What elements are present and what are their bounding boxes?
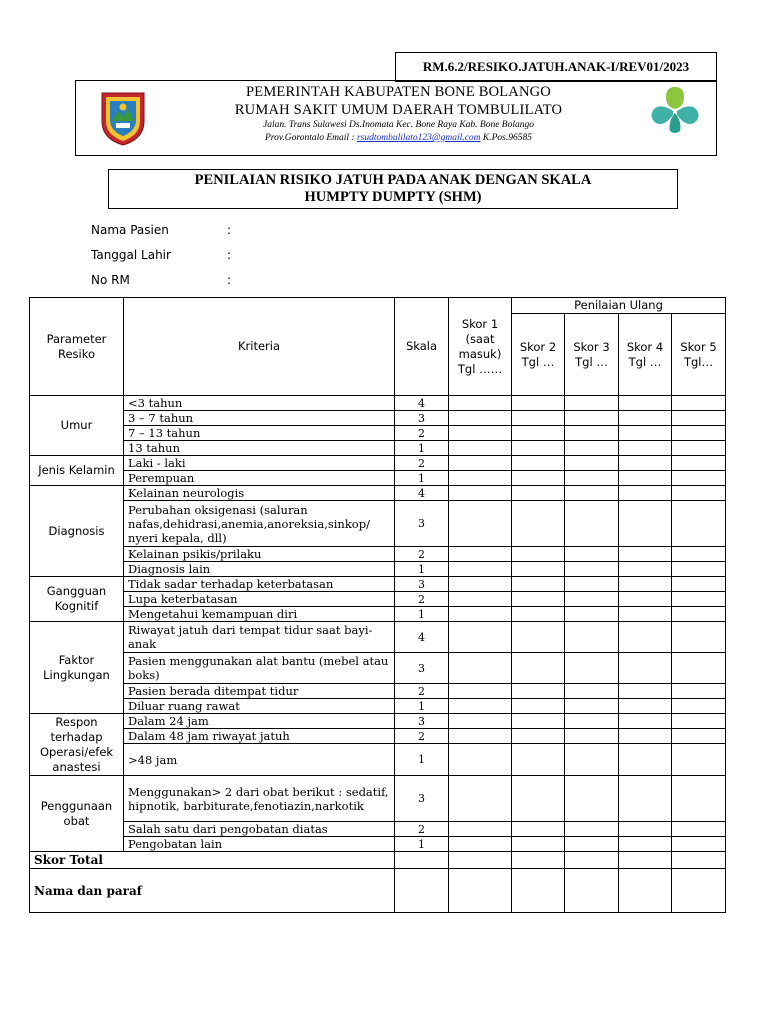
kriteria-cell: Salah satu dari pengobatan diatas [124,822,395,837]
header-skor-3: Skor 3 Tgl … [565,314,619,396]
skor-2-cell[interactable] [512,822,565,837]
field-no-rm[interactable] [91,273,232,287]
hospital-address: Jalan. Trans Sulawesi Ds.Inomata Kec. Bone Raya Kab. Bone Bolango [263,120,534,130]
skor-5-cell[interactable] [672,562,726,577]
skor-4-cell[interactable] [619,822,672,837]
criteria-row [30,456,726,471]
skor-total-label: Skor Total [30,852,395,869]
nama-dan-paraf-label: Nama dan paraf [30,869,395,913]
skala-cell: 2 [395,456,449,471]
criteria-row [30,486,726,501]
skala-cell: 3 [395,776,449,822]
field-label: Nama Pasien [91,223,169,237]
header-parameter: Parameter Resiko [30,298,124,396]
kriteria-cell: Perubahan oksigenasi (saluran nafas,dehidrasi,anemia,anoreksia,sinkop/ nyeri kepala, dll) [124,501,395,547]
skor-total-skor-3-cell[interactable] [565,852,619,869]
kriteria-cell: 7 – 13 tahun [124,426,395,441]
skor-1-cell[interactable] [449,396,512,411]
header-kriteria: Kriteria [124,298,395,396]
skor-5-cell[interactable] [672,776,726,822]
skala-cell: 1 [395,562,449,577]
skor-3-cell[interactable] [565,396,619,411]
skor-4-cell[interactable] [619,456,672,471]
criteria-row [30,653,726,684]
skor-3-cell[interactable] [565,729,619,744]
skor-total-skor-4-cell[interactable] [619,852,672,869]
parameter-jenis-kelamin: Jenis Kelamin [30,456,124,486]
criteria-row [30,562,726,577]
criteria-row [30,426,726,441]
parameter-diagnosis: Diagnosis [30,486,124,577]
skor-4-cell[interactable] [619,486,672,501]
skor-1-cell[interactable] [449,592,512,607]
kriteria-cell: Kelainan neurologis [124,486,395,501]
nama-dan-paraf-skor-5-cell[interactable] [672,869,726,913]
skor-1-cell[interactable] [449,441,512,456]
field-nama-pasien[interactable] [91,223,232,237]
skor-1-cell[interactable] [449,456,512,471]
skor-5-cell[interactable] [672,396,726,411]
document-code: RM.6.2/RESIKO.JATUH.ANAK-I/REV01/2023 [395,52,717,82]
kriteria-cell: Tidak sadar terhadap keterbatasan [124,577,395,592]
criteria-row [30,822,726,837]
skor-2-cell[interactable] [512,684,565,699]
criteria-row [30,622,726,653]
criteria-row [30,837,726,852]
header-skor-5: Skor 5 Tgl… [672,314,726,396]
skala-cell: 3 [395,577,449,592]
skor-5-cell[interactable] [672,714,726,729]
header-skor-1: Skor 1 (saat masuk) Tgl …… [449,298,512,396]
skor-1-cell[interactable] [449,822,512,837]
skor-3-cell[interactable] [565,837,619,852]
skor-1-cell[interactable] [449,501,512,547]
criteria-row [30,396,726,411]
parameter-respon: Respon terhadap Operasi/efek anastesi [30,714,124,776]
skor-5-cell[interactable] [672,577,726,592]
nama-dan-paraf-skala-cell [395,869,449,913]
skala-cell: 4 [395,622,449,653]
skor-1-cell[interactable] [449,562,512,577]
skala-cell: 1 [395,744,449,776]
skala-cell: 4 [395,486,449,501]
field-label: No RM [91,273,130,287]
skor-4-cell[interactable] [619,607,672,622]
skala-cell: 1 [395,699,449,714]
skor-1-cell[interactable] [449,714,512,729]
form-title [108,169,678,209]
skor-5-cell[interactable] [672,501,726,547]
skala-cell: 2 [395,592,449,607]
skor-total-row [30,852,726,869]
skor-2-cell[interactable] [512,562,565,577]
nama-dan-paraf-row [30,869,726,913]
skor-1-cell[interactable] [449,684,512,699]
skor-3-cell[interactable] [565,577,619,592]
nama-dan-paraf-skor-1-cell[interactable] [449,869,512,913]
kriteria-cell: Dalam 24 jam [124,714,395,729]
skor-3-cell[interactable] [565,684,619,699]
header-penilaian-ulang: Penilaian Ulang [512,298,726,314]
criteria-row [30,714,726,729]
kriteria-cell: Pasien berada ditempat tidur [124,684,395,699]
skor-2-cell[interactable] [512,456,565,471]
skor-2-cell[interactable] [512,577,565,592]
nama-dan-paraf-skor-4-cell[interactable] [619,869,672,913]
skala-cell: 1 [395,607,449,622]
criteria-row [30,744,726,776]
criteria-row [30,729,726,744]
skala-cell: 4 [395,396,449,411]
title-line-1: PENILAIAN RISIKO JATUH PADA ANAK DENGAN SKALA [194,172,592,188]
skor-4-cell[interactable] [619,714,672,729]
skor-4-cell[interactable] [619,396,672,411]
skor-5-cell[interactable] [672,684,726,699]
skor-5-cell[interactable] [672,547,726,562]
skor-2-cell[interactable] [512,592,565,607]
kriteria-cell: Riwayat jatuh dari tempat tidur saat bayi-anak [124,622,395,653]
kriteria-cell: Diluar ruang rawat [124,699,395,714]
contact-line [156,132,641,145]
skor-5-cell[interactable] [672,729,726,744]
skor-2-cell[interactable] [512,426,565,441]
skor-2-cell[interactable] [512,607,565,622]
kriteria-cell: Mengetahui kemampuan diri [124,607,395,622]
skor-4-cell[interactable] [619,729,672,744]
header-skala: Skala [395,298,449,396]
hospital-name: RUMAH SAKIT UMUM DAERAH TOMBULILATO [234,102,563,118]
skala-cell: 2 [395,426,449,441]
skor-3-cell[interactable] [565,776,619,822]
skor-4-cell[interactable] [619,411,672,426]
skor-4-cell[interactable] [619,471,672,486]
kriteria-cell: Menggunakan> 2 dari obat berikut : sedatif, hipnotik, barbiturate,fenotiazin,narkotik [124,776,395,822]
humpty-dumpty-table [29,297,726,913]
skor-3-cell[interactable] [565,501,619,547]
skor-4-cell[interactable] [619,562,672,577]
skor-2-cell[interactable] [512,699,565,714]
skala-cell: 2 [395,729,449,744]
criteria-row [30,577,726,592]
kriteria-cell: Kelainan psikis/prilaku [124,547,395,562]
skor-2-cell[interactable] [512,396,565,411]
criteria-row [30,411,726,426]
skor-2-cell[interactable] [512,411,565,426]
field-tanggal-lahir[interactable] [91,248,232,262]
nama-dan-paraf-skor-2-cell[interactable] [512,869,565,913]
skor-4-cell[interactable] [619,776,672,822]
skor-1-cell[interactable] [449,486,512,501]
parameter-umur: Umur [30,396,124,456]
field-label: Tanggal Lahir [91,248,171,262]
parameter-faktor-lingkungan: Faktor Lingkungan [30,622,124,714]
skor-3-cell[interactable] [565,426,619,441]
skala-cell: 2 [395,547,449,562]
skala-cell: 3 [395,501,449,547]
kriteria-cell: Pasien menggunakan alat bantu (mebel atau boks) [124,653,395,684]
skor-5-cell[interactable] [672,441,726,456]
nama-dan-paraf-skor-3-cell[interactable] [565,869,619,913]
skor-2-cell[interactable] [512,653,565,684]
criteria-row [30,776,726,822]
skor-5-cell[interactable] [672,622,726,653]
skor-3-cell[interactable] [565,622,619,653]
skala-cell: 1 [395,837,449,852]
skala-cell: 3 [395,714,449,729]
province-label: Prov.Gorontalo Email : [264,133,357,143]
skor-4-cell[interactable] [619,577,672,592]
skor-3-cell[interactable] [565,592,619,607]
parameter-obat: Penggunaan obat [30,776,124,852]
title-line-2: HUMPTY DUMPTY (SHM) [304,189,482,205]
skor-2-cell[interactable] [512,441,565,456]
skor-2-cell[interactable] [512,729,565,744]
skor-3-cell[interactable] [565,607,619,622]
skor-3-cell[interactable] [565,456,619,471]
email-link[interactable]: rsudtombulilato123@gmail.com [356,133,481,143]
skor-1-cell[interactable] [449,699,512,714]
skor-1-cell[interactable] [449,426,512,441]
kriteria-cell: Pengobatan lain [124,837,395,852]
skor-5-cell[interactable] [672,607,726,622]
skor-1-cell[interactable] [449,471,512,486]
letterhead [75,80,717,156]
criteria-row [30,592,726,607]
skor-5-cell[interactable] [672,426,726,441]
skala-cell: 3 [395,653,449,684]
kriteria-cell: Perempuan [124,471,395,486]
skor-3-cell[interactable] [565,562,619,577]
skor-5-cell[interactable] [672,837,726,852]
criteria-row [30,441,726,456]
parameter-gangguan-kognitif: Gangguan Kognitif [30,577,124,622]
skor-5-cell[interactable] [672,456,726,471]
skor-5-cell[interactable] [672,653,726,684]
skor-5-cell[interactable] [672,411,726,426]
skor-3-cell[interactable] [565,822,619,837]
header-skor-4: Skor 4 Tgl … [619,314,672,396]
kriteria-cell: >48 jam [124,744,395,776]
skor-3-cell[interactable] [565,547,619,562]
skor-5-cell[interactable] [672,822,726,837]
skor-3-cell[interactable] [565,744,619,776]
skala-cell: 2 [395,822,449,837]
criteria-row [30,607,726,622]
skor-4-cell[interactable] [619,592,672,607]
skala-cell: 1 [395,471,449,486]
skor-total-skor-2-cell[interactable] [512,852,565,869]
skor-2-cell[interactable] [512,714,565,729]
skor-1-cell[interactable] [449,729,512,744]
skor-total-skor-5-cell[interactable] [672,852,726,869]
skor-4-cell[interactable] [619,426,672,441]
kriteria-cell: Laki - laki [124,456,395,471]
skala-cell: 2 [395,684,449,699]
skor-4-cell[interactable] [619,837,672,852]
kriteria-cell: 3 – 7 tahun [124,411,395,426]
skor-3-cell[interactable] [565,714,619,729]
field-colon: : [227,223,232,237]
kriteria-cell: <3 tahun [124,396,395,411]
skor-2-cell[interactable] [512,837,565,852]
skor-1-cell[interactable] [449,607,512,622]
criteria-row [30,471,726,486]
skor-1-cell[interactable] [449,411,512,426]
skor-4-cell[interactable] [619,653,672,684]
skor-4-cell[interactable] [619,547,672,562]
skor-2-cell[interactable] [512,486,565,501]
kriteria-cell: Dalam 48 jam riwayat jatuh [124,729,395,744]
criteria-row [30,501,726,547]
health-ministry-logo-icon [644,83,706,137]
skala-cell: 1 [395,441,449,456]
skor-4-cell[interactable] [619,699,672,714]
skor-4-cell[interactable] [619,744,672,776]
skor-5-cell[interactable] [672,699,726,714]
skor-1-cell[interactable] [449,653,512,684]
skor-3-cell[interactable] [565,653,619,684]
skor-4-cell[interactable] [619,501,672,547]
skor-3-cell[interactable] [565,411,619,426]
skor-1-cell[interactable] [449,622,512,653]
skor-2-cell[interactable] [512,776,565,822]
skor-2-cell[interactable] [512,547,565,562]
skor-2-cell[interactable] [512,471,565,486]
kriteria-cell: 13 tahun [124,441,395,456]
skor-1-cell[interactable] [449,776,512,822]
header-skor-2: Skor 2 Tgl … [512,314,565,396]
skor-total-skor-1-cell[interactable] [449,852,512,869]
skor-4-cell[interactable] [619,441,672,456]
regency-emblem-icon [98,87,148,147]
skor-1-cell[interactable] [449,577,512,592]
skor-4-cell[interactable] [619,684,672,699]
skor-1-cell[interactable] [449,547,512,562]
skor-2-cell[interactable] [512,622,565,653]
skor-1-cell[interactable] [449,744,512,776]
criteria-row [30,684,726,699]
kriteria-cell: Lupa keterbatasan [124,592,395,607]
skor-1-cell[interactable] [449,837,512,852]
field-colon: : [227,273,232,287]
criteria-row [30,547,726,562]
skor-5-cell[interactable] [672,744,726,776]
criteria-row [30,699,726,714]
skor-2-cell[interactable] [512,744,565,776]
skala-cell: 3 [395,411,449,426]
skor-total-skala-cell [395,852,449,869]
skor-5-cell[interactable] [672,486,726,501]
skor-3-cell[interactable] [565,699,619,714]
skor-3-cell[interactable] [565,471,619,486]
gov-name: PEMERINTAH KABUPATEN BONE BOLANGO [246,84,551,100]
kriteria-cell: Diagnosis lain [124,562,395,577]
field-colon: : [227,248,232,262]
skor-4-cell[interactable] [619,622,672,653]
skor-5-cell[interactable] [672,471,726,486]
skor-2-cell[interactable] [512,501,565,547]
skor-3-cell[interactable] [565,486,619,501]
postal-code: K.Pos.96585 [480,133,532,143]
skor-5-cell[interactable] [672,592,726,607]
skor-3-cell[interactable] [565,441,619,456]
